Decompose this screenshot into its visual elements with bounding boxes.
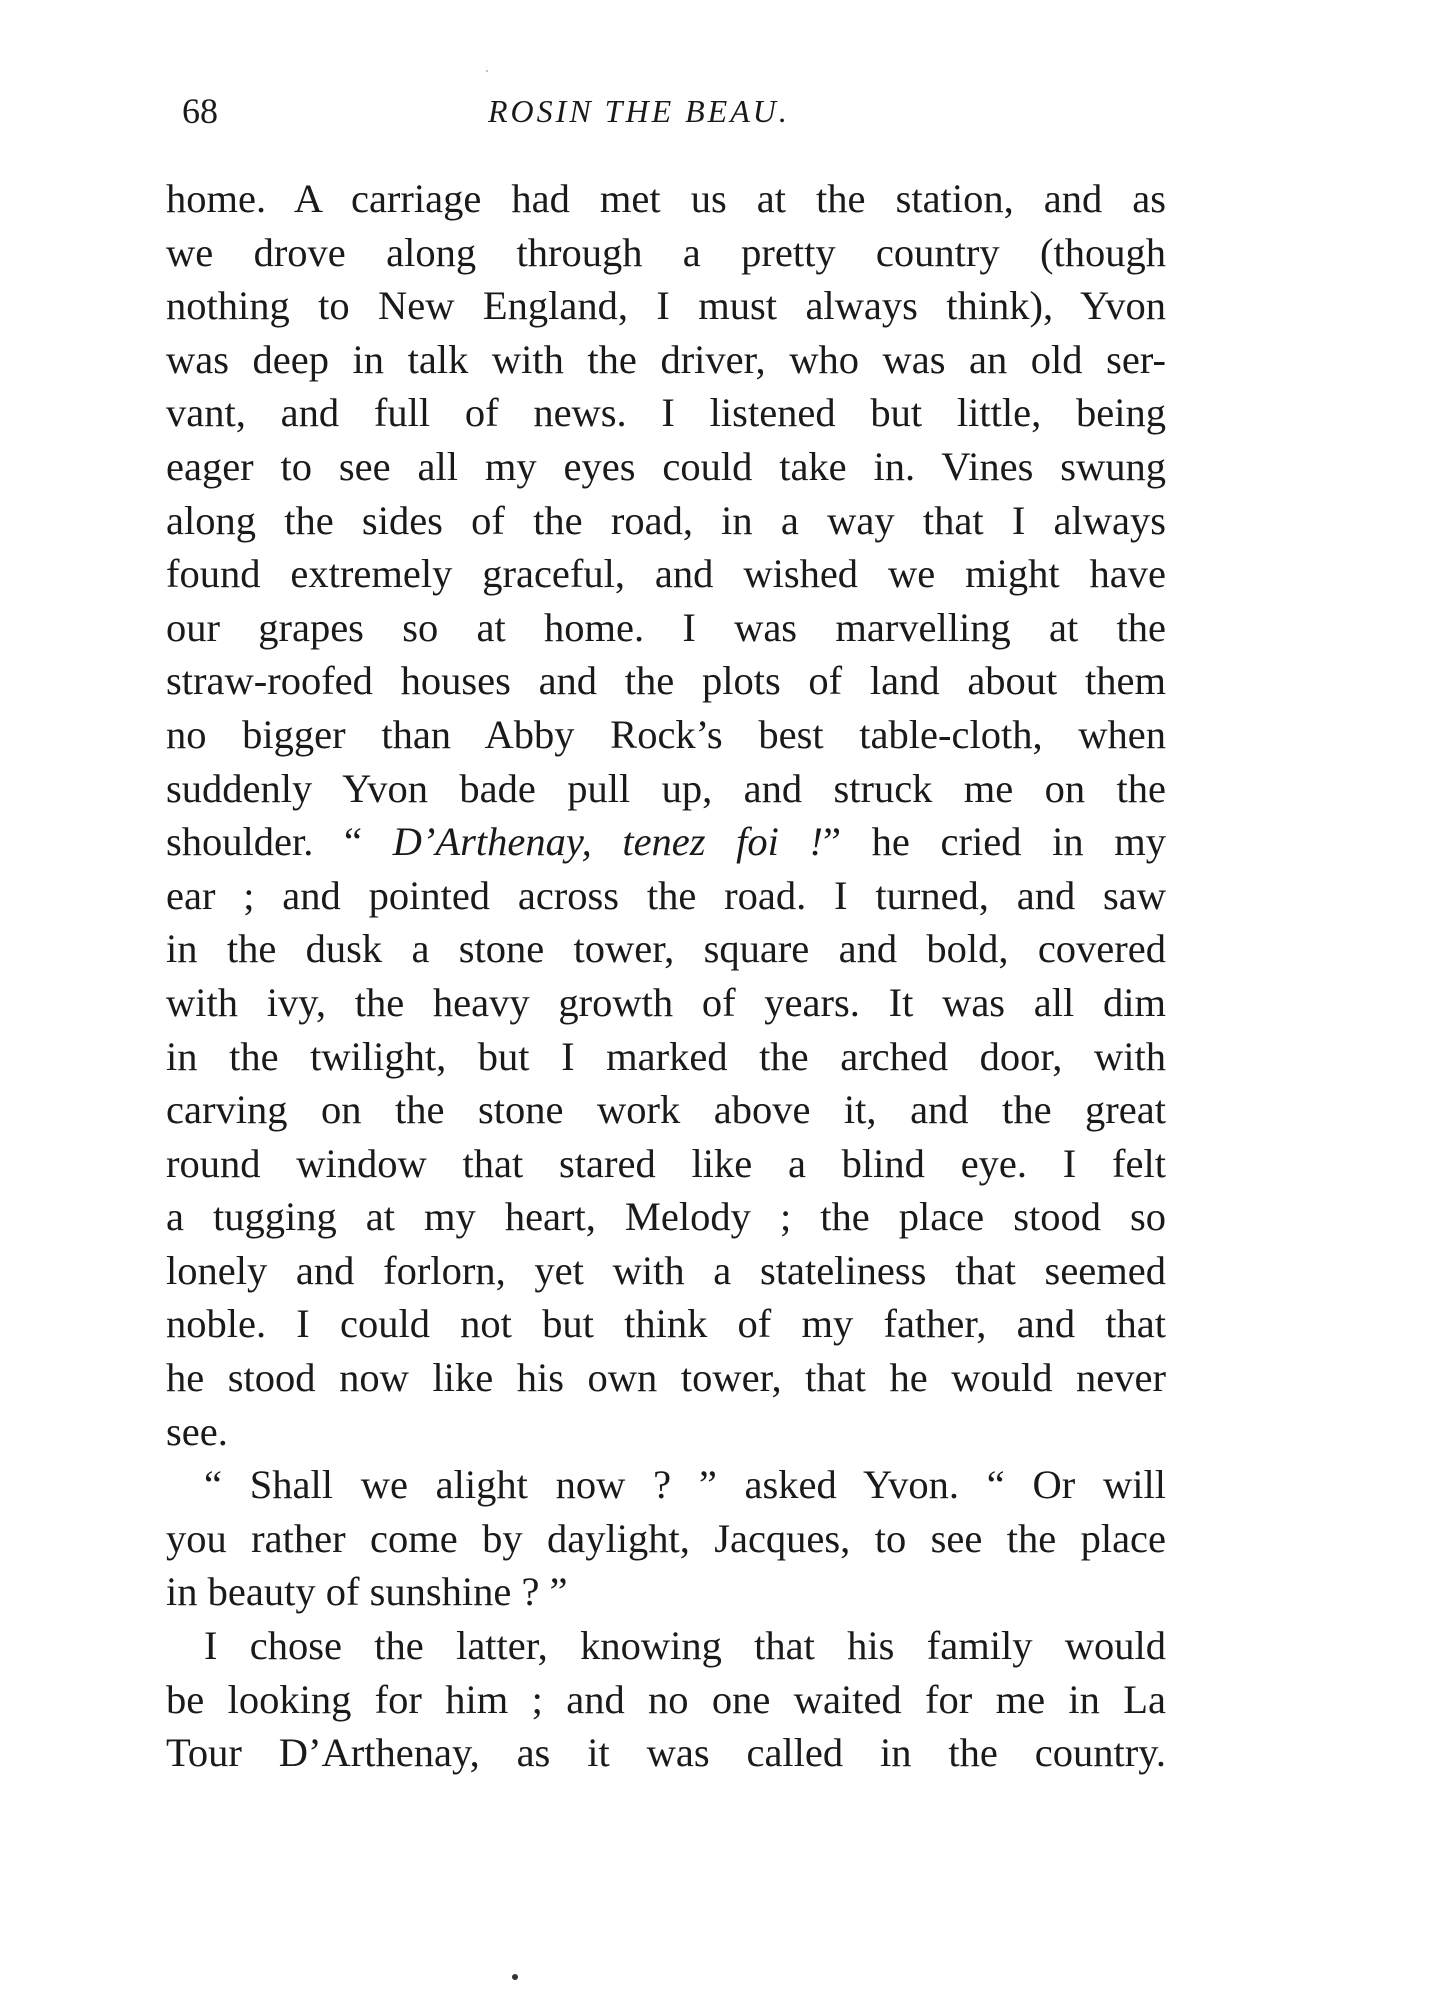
text-line: “ Shall we alight now ? ” asked Yvon. “ Or will xyxy=(204,1462,1166,1508)
text-line: found extremely graceful, and wished we might have xyxy=(166,551,1166,597)
page-number: 68 xyxy=(182,91,218,131)
text-line: be looking for him ; and no one waited for me in La xyxy=(166,1676,1166,1722)
running-title: ROSIN THE BEAU. xyxy=(488,93,790,129)
text-line: Tour D’Arthenay, as it was called in the country. xyxy=(166,1730,1166,1776)
paper-speck xyxy=(486,70,488,72)
paper-speck xyxy=(512,1974,518,1980)
text-line: nothing to New England, I must always think), Yvon xyxy=(166,283,1166,329)
text-line: see. xyxy=(166,1408,228,1454)
text-line: in the dusk a stone tower, square and bold, covered xyxy=(166,926,1166,972)
text-segment: ” he cried in my xyxy=(823,819,1166,865)
text-line: was deep in talk with the driver, who was an old ser- xyxy=(166,336,1166,382)
text-line: straw-roofed houses and the plots of land about them xyxy=(166,658,1166,704)
text-line: we drove along through a pretty country (though xyxy=(166,229,1166,275)
text-line: in beauty of sunshine ? ” xyxy=(166,1569,568,1615)
body-text xyxy=(166,172,1166,1780)
text-line: home. A carriage had met us at the station, and as xyxy=(166,176,1166,221)
text-line: a tugging at my heart, Melody ; the place stood so xyxy=(166,1194,1166,1240)
italic-quote: D’Arthenay, tenez foi ! xyxy=(392,819,824,865)
text-line: I chose the latter, knowing that his family would xyxy=(204,1623,1166,1669)
text-line: along the sides of the road, in a way that I always xyxy=(166,497,1166,543)
text-line: round window that stared like a blind eye. I felt xyxy=(166,1140,1166,1186)
page-header xyxy=(168,86,1168,136)
text-line: noble. I could not but think of my father, and that xyxy=(166,1301,1166,1347)
text-line: he stood now like his own tower, that he would never xyxy=(166,1355,1166,1401)
text-line: carving on the stone work above it, and the great xyxy=(166,1087,1166,1133)
text-line: you rather come by daylight, Jacques, to see the place xyxy=(166,1515,1166,1561)
text-segment: shoulder. “ xyxy=(166,819,393,865)
text-line: ear ; and pointed across the road. I turned, and saw xyxy=(166,872,1166,918)
text-line: in the twilight, but I marked the arched door, with xyxy=(166,1033,1166,1079)
text-line: vant, and full of news. I listened but little, being xyxy=(166,390,1166,436)
text-line: eager to see all my eyes could take in. Vines swung xyxy=(166,443,1166,489)
text-line: with ivy, the heavy growth of years. It was all dim xyxy=(166,979,1166,1025)
text-line: suddenly Yvon bade pull up, and struck me on the xyxy=(166,765,1166,811)
text-line-with-italic-quote xyxy=(166,815,1166,869)
text-line: lonely and forlorn, yet with a stateliness that seemed xyxy=(166,1247,1166,1293)
text-line: no bigger than Abby Rock’s best table-cloth, when xyxy=(166,711,1166,757)
text-line: our grapes so at home. I was marvelling at the xyxy=(166,604,1166,650)
